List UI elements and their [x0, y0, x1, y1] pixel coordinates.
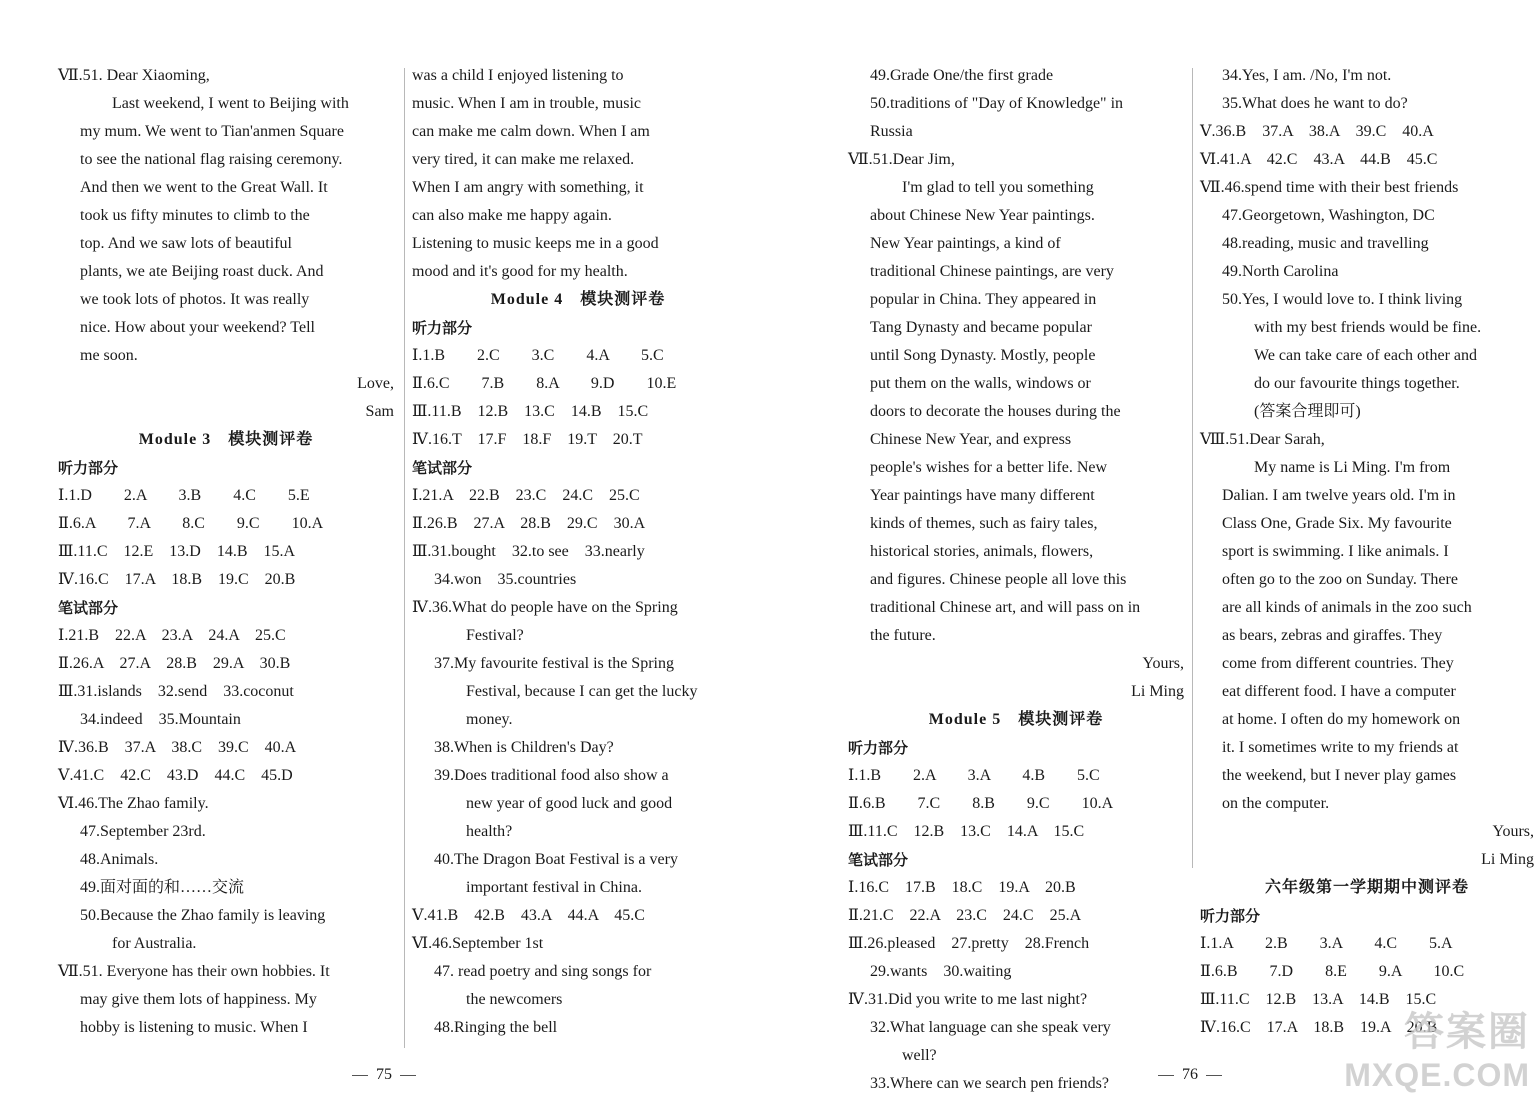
text-line: Yours, [1492, 823, 1534, 840]
text-line: We can take care of each other and [1254, 347, 1478, 364]
text-line: hobby is listening to music. When I [80, 1019, 308, 1036]
text-line: Ⅶ.51.Dear Jim, [848, 151, 955, 168]
text-line: Ⅷ.51.Dear Sarah, [1200, 431, 1325, 448]
text-line: Ⅱ.26.B 27.A 28.B 29.C 30.A [412, 515, 646, 532]
subsection-label: 听力部分 [412, 319, 473, 337]
text-line: kinds of themes, such as fairy tales, [870, 515, 1098, 532]
text-line: important festival in China. [466, 879, 642, 896]
text-line: Yours, [1142, 655, 1184, 672]
text-line: 35.What does he want to do? [1222, 95, 1408, 112]
text-line: the newcomers [466, 991, 563, 1008]
text-line: Love, [357, 375, 394, 392]
text-line: mood and it's good for my health. [412, 263, 628, 280]
text-line: When I am angry with something, it [412, 179, 644, 196]
text-line: 34.won 35.countries [434, 571, 577, 588]
subsection-label: 听力部分 [848, 739, 909, 757]
text-line: Last weekend, I went to Beijing with [112, 95, 349, 112]
text-line: traditional Chinese paintings, are very [870, 263, 1114, 280]
text-line: 48.Ringing the bell [434, 1019, 558, 1036]
text-line: Ⅱ.6.B 7.C 8.B 9.C 10.A [848, 795, 1114, 812]
text-line: Ⅰ.1.B 2.A 3.A 4.B 5.C [848, 767, 1100, 784]
text-line: Dalian. I am twelve years old. I'm in [1222, 487, 1456, 504]
section-heading: Module 5 模块测评卷 [928, 711, 1104, 728]
text-line: do our favourite things together. [1254, 375, 1460, 392]
subsection-label: 听力部分 [1200, 907, 1261, 925]
page-number-left: 75 [344, 1066, 424, 1084]
text-line: 38.When is Children's Day? [434, 739, 614, 756]
text-line: Ⅲ.11.C 12.B 13.A 14.B 15.C [1200, 991, 1437, 1008]
text-line: people's wishes for a better life. New [870, 459, 1108, 476]
text-line: to see the national flag raising ceremony. [80, 151, 343, 168]
text-line: Ⅳ.36.What do people have on the Spring [412, 599, 678, 616]
text-line: Ⅰ.1.D 2.A 3.B 4.C 5.E [58, 487, 310, 504]
section-heading: Module 4 模块测评卷 [490, 291, 666, 308]
text-line: Ⅳ.16.C 17.A 18.B 19.C 20.B [58, 571, 296, 588]
text-line: Ⅰ.21.A 22.B 23.C 24.C 25.C [412, 487, 640, 504]
text-line: about Chinese New Year paintings. [870, 207, 1095, 224]
text-line: Listening to music keeps me in a good [412, 235, 659, 252]
text-line: Ⅴ.36.B 37.A 38.A 39.C 40.A [1200, 123, 1434, 140]
text-line: 50.Because the Zhao family is leaving [80, 907, 326, 924]
text-line: I'm glad to tell you something [902, 179, 1094, 196]
text-line: well? [902, 1047, 937, 1064]
text-line: Russia [870, 123, 913, 140]
text-line: 48.Animals. [80, 851, 159, 868]
text-line: 33.Where can we search pen friends? [870, 1075, 1109, 1092]
text-line: Ⅲ.26.pleased 27.pretty 28.French [848, 935, 1090, 952]
text-line: New Year paintings, a kind of [870, 235, 1061, 252]
section-heading: Module 3 模块测评卷 [138, 431, 314, 448]
left-column-1 [58, 62, 394, 1042]
text-line: 29.wants 30.waiting [870, 963, 1012, 980]
text-line: Ⅲ.31.islands 32.send 33.coconut [58, 683, 294, 700]
text-line: 47.September 23rd. [80, 823, 206, 840]
text-line: And then we went to the Great Wall. It [80, 179, 328, 196]
column-divider [404, 68, 405, 1048]
text-line: Class One, Grade Six. My favourite [1222, 515, 1452, 532]
text-line: 47. read poetry and sing songs for [434, 963, 652, 980]
text-line: 49.Grade One/the first grade [870, 67, 1054, 84]
text-line: Ⅱ.26.A 27.A 28.B 29.A 30.B [58, 655, 291, 672]
text-line: historical stories, animals, flowers, [870, 543, 1094, 560]
text-line: traditional Chinese art, and will pass on in [870, 599, 1141, 616]
text-line: often go to the zoo on Sunday. There [1222, 571, 1458, 588]
text-line: sport is swimming. I like animals. I [1222, 543, 1449, 560]
text-line: nice. How about your weekend? Tell [80, 319, 315, 336]
column-divider [1192, 68, 1193, 868]
text-line: Ⅶ.51. Dear Xiaoming, [58, 67, 210, 84]
text-line: for Australia. [112, 935, 197, 952]
text-line: music. When I am in trouble, music [412, 95, 641, 112]
text-line: the weekend, but I never play games [1222, 767, 1457, 784]
text-line: 34.Yes, I am. /No, I'm not. [1222, 67, 1392, 84]
text-line: top. And we saw lots of beautiful [80, 235, 292, 252]
text-line: 48.reading, music and travelling [1222, 235, 1429, 252]
text-line: 47.Georgetown, Washington, DC [1222, 207, 1435, 224]
text-line: Festival, because I can get the lucky [466, 683, 698, 700]
text-line: can make me calm down. When I am [412, 123, 650, 140]
text-line: health? [466, 823, 513, 840]
subsection-label: 听力部分 [58, 459, 119, 477]
text-line: until Song Dynasty. Mostly, people [870, 347, 1096, 364]
text-line: my mum. We went to Tian'anmen Square [80, 123, 344, 140]
text-line: Ⅴ.41.C 42.C 43.D 44.C 45.D [58, 767, 293, 784]
text-line: Ⅱ.6.A 7.A 8.C 9.C 10.A [58, 515, 324, 532]
text-line: Year paintings have many different [870, 487, 1095, 504]
text-line: doors to decorate the houses during the [870, 403, 1121, 420]
right-column-2 [1200, 62, 1534, 1042]
text-line: put them on the walls, windows or [870, 375, 1091, 392]
text-line: plants, we ate Beijing roast duck. And [80, 263, 324, 280]
text-line: took us fifty minutes to climb to the [80, 207, 310, 224]
text-line: money. [466, 711, 513, 728]
text-line: 40.The Dragon Boat Festival is a very [434, 851, 678, 868]
watermark-url: MXQE.COM [1344, 1057, 1530, 1093]
text-line: Festival? [466, 627, 524, 644]
text-line: may give them lots of happiness. My [80, 991, 317, 1008]
text-line: Ⅱ.6.C 7.B 8.A 9.D 10.E [412, 375, 677, 392]
text-line: Ⅳ.31.Did you write to me last night? [848, 991, 1088, 1008]
text-line: Ⅲ.11.C 12.B 13.C 14.A 15.C [848, 823, 1085, 840]
text-line: Ⅲ.31.bought 32.to see 33.nearly [412, 543, 645, 560]
text-line: on the computer. [1222, 795, 1330, 812]
text-line: come from different countries. They [1222, 655, 1454, 672]
text-line: me soon. [80, 347, 138, 364]
text-line: Sam [365, 403, 394, 420]
text-line: 37.My favourite festival is the Spring [434, 655, 674, 672]
text-line: 50.traditions of "Day of Knowledge" in [870, 95, 1124, 112]
text-line: Ⅳ.16.T 17.F 18.F 19.T 20.T [412, 431, 643, 448]
watermark-logo-text: 答案圈 [1404, 1010, 1530, 1054]
subsection-label: 笔试部分 [58, 599, 119, 617]
text-line: are all kinds of animals in the zoo such [1222, 599, 1472, 616]
text-line: Ⅶ.51. Everyone has their own hobbies. It [58, 963, 330, 980]
text-line: Ⅵ.46.The Zhao family. [58, 795, 209, 812]
text-line: and figures. Chinese people all love this [870, 571, 1127, 588]
text-line: very tired, it can make me relaxed. [412, 151, 635, 168]
text-line: 34.indeed 35.Mountain [80, 711, 241, 728]
text-line: it. I sometimes write to my friends at [1222, 739, 1459, 756]
text-line: the future. [870, 627, 936, 644]
subsection-label: 笔试部分 [412, 459, 473, 477]
text-line: Ⅶ.46.spend time with their best friends [1200, 179, 1459, 196]
text-line: Ⅵ.41.A 42.C 43.A 44.B 45.C [1200, 151, 1438, 168]
text-line: Ⅰ.1.B 2.C 3.C 4.A 5.C [412, 347, 664, 364]
text-line: Ⅲ.11.B 12.B 13.C 14.B 15.C [412, 403, 649, 420]
text-line: with my best friends would be fine. [1254, 319, 1482, 336]
text-line: as bears, zebras and giraffes. They [1222, 627, 1443, 644]
right-column-1 [848, 62, 1184, 1098]
text-line: Ⅱ.6.B 7.D 8.E 9.A 10.C [1200, 963, 1465, 980]
text-line: eat different food. I have a computer [1222, 683, 1456, 700]
text-line: 50.Yes, I would love to. I think living [1222, 291, 1463, 308]
section-heading: 六年级第一学期期中测评卷 [1264, 879, 1469, 896]
text-line: Ⅰ.21.B 22.A 23.A 24.A 25.C [58, 627, 286, 644]
text-line: new year of good luck and good [466, 795, 673, 812]
text-line: 32.What language can she speak very [870, 1019, 1111, 1036]
text-line: Ⅰ.1.A 2.B 3.A 4.C 5.A [1200, 935, 1453, 952]
text-line: Tang Dynasty and became popular [870, 319, 1092, 336]
text-line: can also make me happy again. [412, 207, 612, 224]
text-line: Ⅲ.11.C 12.E 13.D 14.B 15.A [58, 543, 296, 560]
text-line: Ⅴ.41.B 42.B 43.A 44.A 45.C [412, 907, 645, 924]
subsection-label: 笔试部分 [848, 851, 909, 869]
text-line: Chinese New Year, and express [870, 431, 1072, 448]
text-line: was a child I enjoyed listening to [412, 67, 624, 84]
text-line: 49.North Carolina [1222, 263, 1339, 280]
watermark [1344, 1000, 1530, 1094]
text-line: we took lots of photos. It was really [80, 291, 310, 308]
text-line: Li Ming [1481, 851, 1534, 868]
text-line: Ⅰ.16.C 17.B 18.C 19.A 20.B [848, 879, 1076, 896]
text-line: at home. I often do my homework on [1222, 711, 1461, 728]
text-line: popular in China. They appeared in [870, 291, 1097, 308]
text-line: Ⅳ.16.C 17.A 18.B 19.A 20.B [1200, 1019, 1438, 1036]
text-line: My name is Li Ming. I'm from [1254, 459, 1451, 476]
text-line: Ⅱ.21.C 22.A 23.C 24.C 25.A [848, 907, 1082, 924]
text-line: Li Ming [1131, 683, 1184, 700]
left-column-2 [412, 62, 744, 1042]
text-line: (答案合理即可) [1254, 403, 1361, 420]
text-line: Ⅵ.46.September 1st [412, 935, 544, 952]
page-number-right: 76 [1150, 1066, 1230, 1084]
text-line: 49.面对面的和……交流 [80, 879, 245, 896]
text-line: 39.Does traditional food also show a [434, 767, 669, 784]
text-line: Ⅳ.36.B 37.A 38.C 39.C 40.A [58, 739, 297, 756]
